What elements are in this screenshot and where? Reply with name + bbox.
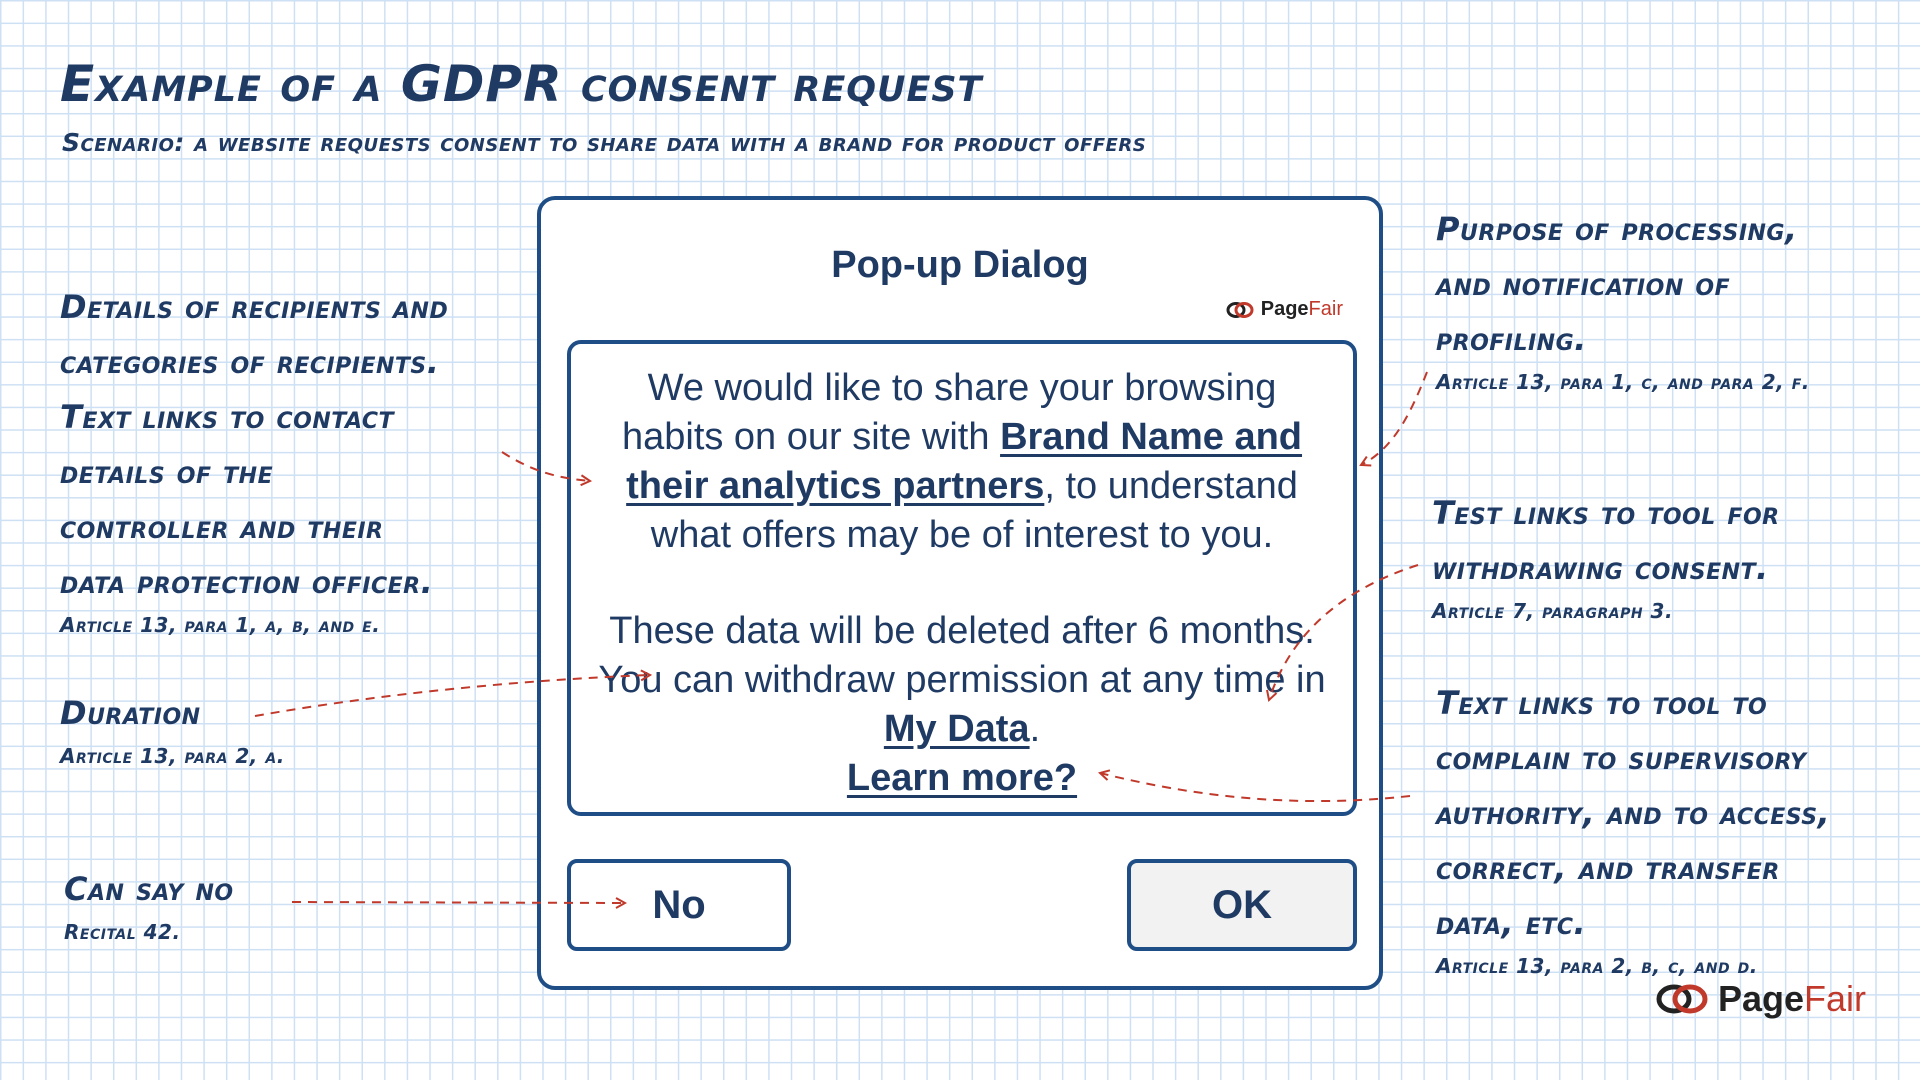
note-withdraw-reference: Article 7, paragraph 3. — [1432, 599, 1674, 623]
note-can-say-no-reference: Recital 42. — [64, 920, 181, 944]
learn-more-link[interactable]: Learn more? — [846, 757, 1078, 799]
note-purpose — [1436, 202, 1810, 397]
note-can-say-no-line-1: Can say no — [64, 870, 234, 908]
note-purpose-line-1: Purpose of processing, — [1436, 210, 1798, 248]
note-can-say-no — [64, 862, 234, 947]
note-complain-line-2: complain to supervisory — [1436, 739, 1807, 777]
recipients-link[interactable]: Brand Name and their analytics partners — [626, 416, 1303, 507]
note-withdraw-line-2: withdrawing consent. — [1432, 549, 1769, 587]
note-duration-reference: Article 13, para 2, a. — [60, 744, 285, 768]
dialog-paragraph-duration — [593, 607, 1331, 803]
note-purpose-line-2: and notification of — [1436, 265, 1731, 303]
note-recipients-line-2: categories of recipients. — [60, 343, 440, 381]
note-recipients-line-1: Details of recipients and — [60, 288, 449, 326]
note-recipients — [60, 280, 448, 640]
dialog-title: Pop-up Dialog — [831, 244, 1089, 286]
note-complain-line-3: authority, and to access, — [1436, 794, 1831, 832]
no-button[interactable]: No — [567, 859, 791, 951]
dialog-text-share-intro: We would like to share your browsing habits on our site with — [621, 367, 1277, 458]
note-complain-line-1: Text links to tool to — [1436, 684, 1768, 722]
dialog-message — [567, 340, 1357, 816]
dialog-paragraph-share — [593, 364, 1331, 560]
footer-brand-fair: Fair — [1804, 978, 1867, 1019]
note-recipients-line-6: data protection officer. — [60, 563, 434, 601]
note-recipients-line-4: details of the — [60, 453, 274, 491]
note-recipients-line-3: Text links to contact — [60, 398, 395, 436]
note-withdraw-line-1: Test links to tool for — [1432, 494, 1780, 532]
note-complain-reference: Article 13, para 2, b, c, and d. — [1436, 954, 1758, 978]
note-purpose-line-3: profiling. — [1436, 320, 1587, 358]
note-complain-line-5: data, etc. — [1436, 904, 1587, 942]
my-data-link[interactable]: My Data — [883, 708, 1030, 750]
dialog-text-share-purpose: , to understand what offers may be of interest to you. — [650, 465, 1298, 556]
note-recipients-reference: Article 13, para 1, a, b, and e. — [60, 613, 381, 637]
page-title: Example of a GDPR consent request — [60, 55, 983, 113]
dialog-brand-logo — [1225, 298, 1343, 321]
dialog-brand-page: Page — [1260, 298, 1309, 320]
popup-dialog — [537, 196, 1383, 990]
footer-brand-logo — [1654, 978, 1866, 1020]
note-withdraw — [1432, 486, 1780, 626]
note-purpose-reference: Article 13, para 1, c, and para 2, f. — [1436, 370, 1810, 394]
dialog-text-period: . — [1029, 708, 1041, 750]
pagefair-logo-icon — [1654, 981, 1710, 1017]
footer-brand-page: Page — [1718, 978, 1805, 1019]
pagefair-logo-icon — [1225, 300, 1255, 320]
dialog-text-duration: These data will be deleted after 6 months. You can withdraw permission at any time in — [598, 610, 1326, 701]
note-recipients-line-5: controller and their — [60, 508, 384, 546]
note-duration-line-1: Duration — [60, 694, 201, 732]
ok-button[interactable]: OK — [1127, 859, 1357, 951]
note-complain — [1436, 676, 1830, 981]
note-duration — [60, 686, 285, 771]
page-subtitle: Scenario: a website requests consent to share data with a brand for product offers — [62, 128, 1147, 157]
note-complain-line-4: correct, and transfer — [1436, 849, 1780, 887]
dialog-brand-fair: Fair — [1308, 298, 1343, 320]
